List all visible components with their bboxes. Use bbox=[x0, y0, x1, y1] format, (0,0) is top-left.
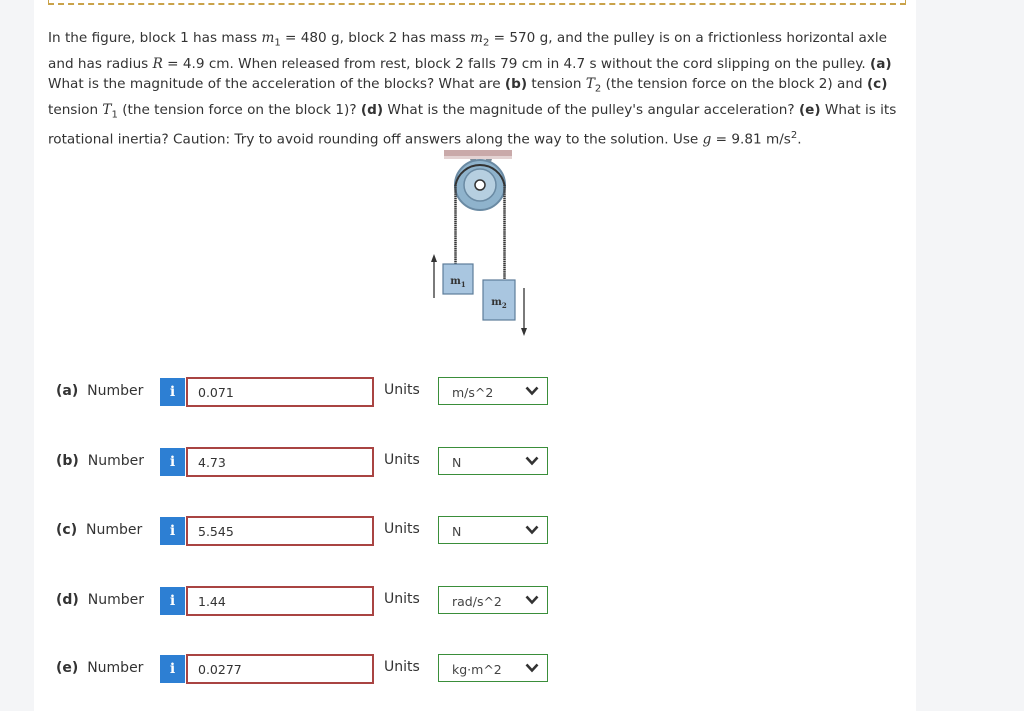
answer-row-b bbox=[0, 447, 1024, 481]
symbol: R bbox=[152, 56, 163, 73]
answer-input-a[interactable] bbox=[186, 377, 374, 407]
chevron-down-icon bbox=[525, 386, 539, 396]
info-button[interactable]: i bbox=[160, 517, 185, 545]
question-segment: (the tension force on the block 2) and bbox=[601, 76, 867, 93]
number-label: Number bbox=[87, 383, 144, 399]
answer-label bbox=[56, 383, 143, 399]
answer-input-c[interactable] bbox=[186, 516, 374, 546]
part-tag: (e) bbox=[56, 660, 79, 676]
units-value: m/s^2 bbox=[452, 385, 494, 400]
ceiling bbox=[444, 150, 512, 156]
units-label: Units bbox=[384, 591, 420, 607]
block-m1-label: $m_1$ bbox=[450, 276, 466, 289]
chevron-down-icon bbox=[525, 663, 539, 673]
question-segment: = 570 g, and the pulley is on a frictionless horizontal axle and has radius bbox=[48, 30, 887, 73]
question-segment: = 4.9 cm. When released from rest, block 2 falls 79 cm in 4.7 s without the cord slipping on the pulley. bbox=[162, 56, 871, 73]
question-segment: = 480 g, block 2 has mass bbox=[280, 30, 471, 46]
part-tag: (c) bbox=[866, 76, 888, 93]
part-tag: (b) bbox=[56, 453, 79, 469]
question-segment: (the tension force on the block 1)? bbox=[117, 102, 361, 119]
units-select-a[interactable] bbox=[438, 377, 548, 405]
question-segment: = 9.81 m/s bbox=[711, 131, 791, 148]
units-select-b[interactable] bbox=[438, 447, 548, 475]
answer-label bbox=[56, 592, 144, 608]
question-segment: . bbox=[797, 131, 802, 148]
answer-row-a bbox=[0, 377, 1024, 411]
info-button[interactable]: i bbox=[160, 378, 185, 406]
number-label: Number bbox=[87, 660, 144, 676]
answer-row-d bbox=[0, 586, 1024, 620]
answer-input-e[interactable] bbox=[186, 654, 374, 684]
block-m2-label: $m_2$ bbox=[491, 297, 507, 310]
symbol: T bbox=[102, 102, 112, 119]
units-value: N bbox=[452, 524, 462, 539]
subscript: 2 bbox=[482, 37, 490, 49]
answer-row-c bbox=[0, 516, 1024, 550]
units-value: rad/s^2 bbox=[452, 594, 502, 609]
answer-label bbox=[56, 522, 142, 538]
units-label: Units bbox=[384, 452, 420, 468]
superscript: 2 bbox=[790, 130, 798, 142]
units-value: N bbox=[452, 455, 462, 470]
units-value: kg·m^2 bbox=[452, 662, 502, 677]
subscript: 1 bbox=[111, 110, 118, 122]
units-label: Units bbox=[384, 521, 420, 537]
units-select-d[interactable] bbox=[438, 586, 548, 614]
info-button[interactable]: i bbox=[160, 587, 185, 615]
part-tag: (e) bbox=[798, 102, 821, 119]
units-select-e[interactable] bbox=[438, 654, 548, 682]
ceiling-shadow bbox=[444, 156, 512, 159]
question-segment: What is the magnitude of the pulley's angular acceleration? bbox=[383, 102, 799, 119]
number-label: Number bbox=[87, 592, 144, 608]
dashed-border bbox=[48, 3, 906, 5]
part-tag: (c) bbox=[56, 522, 78, 538]
units-label: Units bbox=[384, 659, 420, 675]
arrow-down-icon bbox=[521, 328, 527, 336]
answer-row-e bbox=[0, 654, 1024, 688]
units-label: Units bbox=[384, 382, 420, 398]
pulley-figure bbox=[426, 146, 546, 346]
part-tag: (d) bbox=[56, 592, 79, 608]
units-select-c[interactable] bbox=[438, 516, 548, 544]
chevron-down-icon bbox=[525, 456, 539, 466]
symbol: T bbox=[585, 76, 595, 93]
part-tag: (a) bbox=[56, 383, 79, 399]
part-tag: (d) bbox=[360, 102, 384, 119]
answer-label bbox=[56, 453, 144, 469]
symbol: m bbox=[261, 30, 275, 46]
arrow-up-icon bbox=[431, 254, 437, 262]
answer-input-d[interactable] bbox=[186, 586, 374, 616]
question-segment: In the figure, block 1 has mass bbox=[48, 30, 262, 46]
pulley-axle bbox=[475, 180, 485, 190]
info-button[interactable]: i bbox=[160, 448, 185, 476]
dashed-border-corner bbox=[48, 0, 49, 5]
info-button[interactable]: i bbox=[160, 655, 185, 683]
question-text bbox=[48, 28, 898, 150]
number-label: Number bbox=[86, 522, 143, 538]
question-segment: What is the magnitude of the acceleration of the blocks? What are bbox=[48, 76, 505, 93]
chevron-down-icon bbox=[525, 595, 539, 605]
question-segment: tension bbox=[527, 76, 586, 93]
part-tag: (a) bbox=[870, 56, 892, 73]
part-tag: (b) bbox=[504, 76, 528, 93]
symbol: m bbox=[470, 30, 483, 46]
number-label: Number bbox=[87, 453, 144, 469]
subscript: 1 bbox=[274, 37, 281, 49]
dashed-border-corner bbox=[905, 0, 906, 5]
question-segment: What is its rotational inertia? Caution: Try to avoid rounding off answers along the way to the solution. Use bbox=[48, 102, 897, 148]
subscript: 2 bbox=[594, 84, 602, 96]
answer-input-b[interactable] bbox=[186, 447, 374, 477]
chevron-down-icon bbox=[525, 525, 539, 535]
question-segment: tension bbox=[48, 102, 103, 119]
symbol: g bbox=[702, 131, 712, 148]
answer-label bbox=[56, 660, 143, 676]
